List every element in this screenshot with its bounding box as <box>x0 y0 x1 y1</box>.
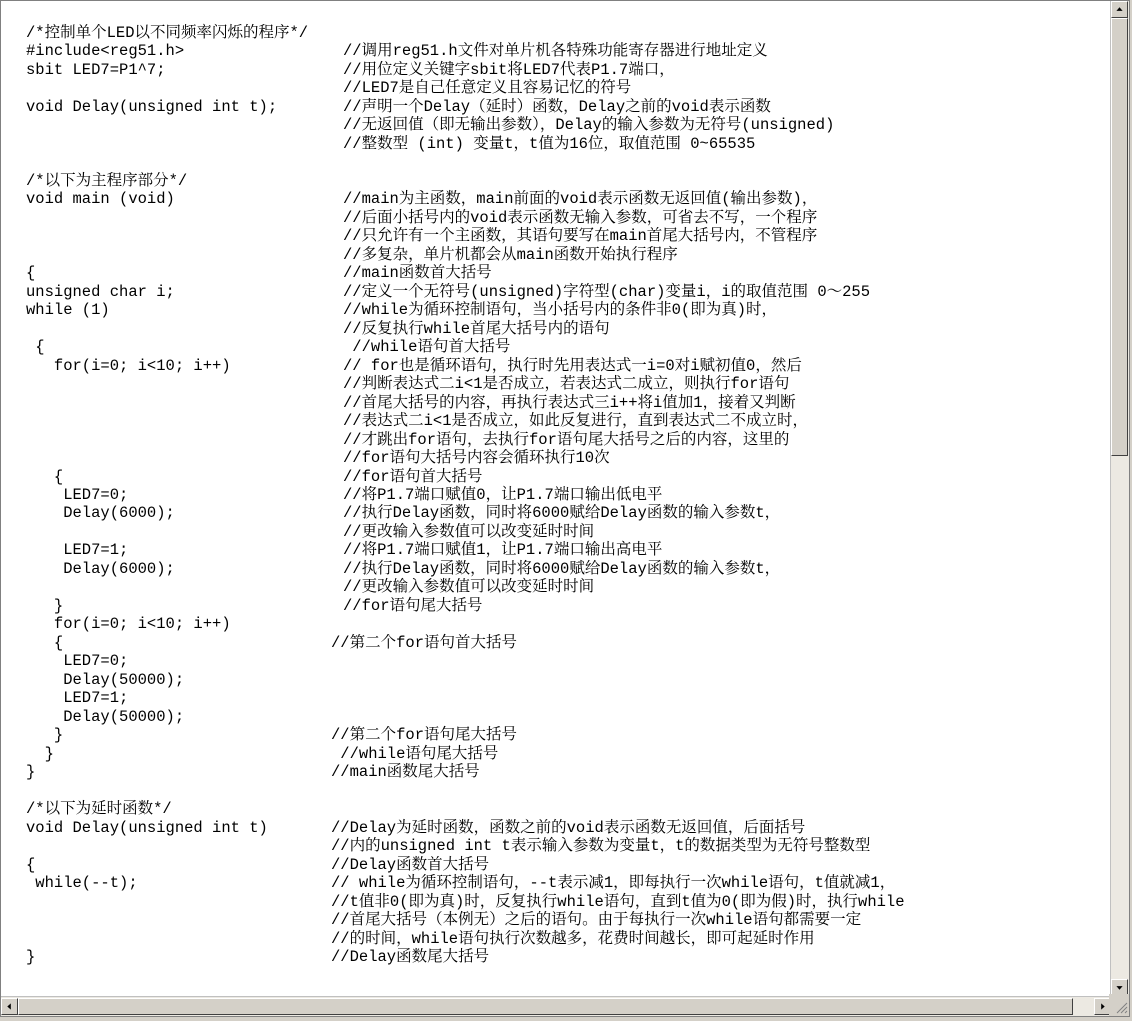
code-text: while(--t); <box>26 874 138 893</box>
code-text: #include<reg51.h> <box>26 42 185 61</box>
code-text: for(i=0; i<10; i++) <box>26 615 231 634</box>
comment-text: //将P1.7端口赋值1，让P1.7端口输出高电平 <box>343 541 663 560</box>
code-text: Delay(6000); <box>26 504 175 523</box>
code-line <box>1 577 1111 597</box>
code-line <box>1 300 1111 320</box>
code-text: } <box>26 596 64 615</box>
code-line <box>1 540 1111 560</box>
code-text: Delay(50000); <box>26 707 185 726</box>
comment-text: //将P1.7端口赋值0，让P1.7端口输出低电平 <box>343 486 663 504</box>
code-line <box>1 651 1111 671</box>
code-text: } <box>26 948 36 966</box>
comment-text: //首尾大括号（本例无）之后的语句。由于每执行一次while语句都需要一定 <box>331 911 862 930</box>
code-line <box>1 799 1111 819</box>
comment-text: //Delay函数首大括号 <box>331 855 490 874</box>
code-line <box>1 836 1111 856</box>
code-line <box>1 633 1111 653</box>
comment-text: //执行Delay函数，同时将6000赋给Delay函数的输入参数t， <box>343 559 781 578</box>
horizontal-scroll-thumb[interactable] <box>18 998 1073 1015</box>
code-text: } <box>26 763 36 782</box>
comment-text: //更改输入参数值可以改变延时时间 <box>343 522 595 541</box>
comment-text: //第二个for语句首大括号 <box>331 633 518 652</box>
code-text: sbit LED7=P1^7; <box>26 60 166 79</box>
comment-text: //只允许有一个主函数，其语句要写在main首尾大括号内，不管程序 <box>343 227 818 246</box>
code-line <box>1 670 1111 690</box>
comment-text: //多复杂，单片机都会从main函数开始执行程序 <box>343 245 678 264</box>
code-text: for(i=0; i<10; i++) <box>26 356 231 375</box>
code-text: /*控制单个LED以不同频率闪烁的程序*/ <box>26 24 309 42</box>
comment-text: //调用reg51.h文件对单片机各特殊功能寄存器进行地址定义 <box>343 42 768 61</box>
comment-text: //的时间，while语句执行次数越多，花费时间越长，即可起延时作用 <box>331 929 815 948</box>
code-text: } <box>26 726 64 745</box>
code-text: void Delay(unsigned int t); <box>26 97 278 116</box>
code-line <box>1 337 1111 357</box>
comment-text: //整数型 (int) 变量t，t值为16位，取值范围 0~65535 <box>343 134 756 153</box>
comment-text: //Delay为延时函数，函数之前的void表示函数无返回值，后面括号 <box>331 818 806 837</box>
comment-text: //更改输入参数值可以改变延时时间 <box>343 578 595 597</box>
code-line <box>1 60 1111 80</box>
code-line <box>1 189 1111 209</box>
vertical-scroll-thumb[interactable] <box>1111 18 1128 456</box>
comment-text: //内的unsigned int t表示输入参数为变量t，t的数据类型为无符号整数型 <box>331 837 871 856</box>
horizontal-scrollbar[interactable] <box>1 996 1111 1016</box>
arrow-right-icon <box>1095 999 1110 1014</box>
code-text: while (1) <box>26 301 110 320</box>
code-line <box>1 614 1111 634</box>
code-line <box>1 744 1111 764</box>
resize-grip[interactable] <box>1109 994 1129 1016</box>
comment-text: //反复执行while首尾大括号内的语句 <box>343 319 610 338</box>
comment-text: //表达式二i<1是否成立，如此反复进行，直到表达式二不成立时， <box>343 412 809 431</box>
code-line <box>1 78 1111 98</box>
code-text: Delay(50000); <box>26 670 185 689</box>
code-line <box>1 559 1111 579</box>
comment-text: //无返回值（即无输出参数），Delay的输入参数为无符号(unsigned) <box>343 116 835 135</box>
code-line <box>1 393 1111 413</box>
arrow-up-icon <box>1112 2 1127 17</box>
code-line <box>1 596 1111 616</box>
code-text: void main (void) <box>26 190 175 209</box>
code-text: LED7=0; <box>26 652 129 671</box>
comment-text: //while语句尾大括号 <box>331 744 499 763</box>
code-text: /*以下为主程序部分*/ <box>26 171 188 190</box>
code-line <box>1 485 1111 505</box>
comment-text: //for语句尾大括号 <box>343 596 483 615</box>
comment-text: //main函数首大括号 <box>343 264 492 283</box>
code-line <box>1 115 1111 135</box>
comment-text: //Delay函数尾大括号 <box>331 948 490 966</box>
code-line <box>1 707 1111 727</box>
code-line <box>1 226 1111 246</box>
scroll-up-button[interactable] <box>1111 1 1128 18</box>
comment-text: //用位定义关键字sbit将LED7代表P1.7端口， <box>343 60 675 79</box>
code-line <box>1 892 1111 912</box>
comment-text: //while为循环控制语句，当小括号内的条件非0(即为真)时， <box>343 301 778 320</box>
comment-text: // while为循环控制语句，--t表示减1，即每执行一次while语句，t值就减1， <box>331 874 896 893</box>
code-line <box>1 873 1111 893</box>
code-line <box>1 762 1111 782</box>
code-text: Delay(6000); <box>26 559 175 578</box>
code-text: LED7=0; <box>26 486 129 504</box>
comment-text: // for也是循环语句，执行时先用表达式一i=0对i赋初值0，然后 <box>343 356 802 375</box>
code-line <box>1 411 1111 431</box>
comment-text: //LED7是自己任意定义且容易记忆的符号 <box>343 79 632 98</box>
code-line <box>1 263 1111 283</box>
code-text: { <box>26 467 64 486</box>
comment-text: //for语句大括号内容会循环执行10次 <box>343 449 610 468</box>
code-text: void Delay(unsigned int t) <box>26 818 268 837</box>
comment-text: //首尾大括号的内容，再执行表达式三i++将i值加1，接着又判断 <box>343 393 796 412</box>
arrow-down-icon <box>1112 980 1127 995</box>
code-line <box>1 319 1111 339</box>
comment-text: //main函数尾大括号 <box>331 763 480 782</box>
code-text: } <box>26 744 54 763</box>
vertical-scrollbar[interactable] <box>1110 1 1129 996</box>
code-text: { <box>26 264 36 283</box>
comment-text: //才跳出for语句，去执行for语句尾大括号之后的内容，这里的 <box>343 430 790 449</box>
code-line <box>1 41 1111 61</box>
comment-text: //执行Delay函数，同时将6000赋给Delay函数的输入参数t， <box>343 504 781 523</box>
code-text: LED7=1; <box>26 689 129 708</box>
code-text: unsigned char i; <box>26 282 175 301</box>
code-line <box>1 818 1111 838</box>
comment-text: //声明一个Delay（延时）函数，Delay之前的void表示函数 <box>343 97 771 116</box>
comment-text: //第二个for语句尾大括号 <box>331 726 518 745</box>
comment-text: //定义一个无符号(unsigned)字符型(char)变量i，i的取值范围 0～255 <box>343 282 871 301</box>
code-line <box>1 245 1111 265</box>
code-line <box>1 929 1111 949</box>
scroll-left-button[interactable] <box>1 998 18 1015</box>
code-line <box>1 23 1111 43</box>
code-line <box>1 374 1111 394</box>
comment-text: //t值非0(即为真)时，反复执行while语句，直到t值为0(即为假)时，执行while <box>331 892 905 911</box>
comment-text: //main为主函数，main前面的void表示函数无返回值(输出参数)， <box>343 190 818 209</box>
comment-text: //判断表达式二i<1是否成立，若表达式二成立，则执行for语句 <box>343 375 790 394</box>
code-text-area[interactable] <box>1 1 1111 995</box>
code-line <box>1 947 1111 967</box>
comment-text: //后面小括号内的void表示函数无输入参数，可省去不写，一个程序 <box>343 208 818 227</box>
code-line <box>1 503 1111 523</box>
comment-text: //while语句首大括号 <box>343 338 511 357</box>
code-line <box>1 134 1111 154</box>
code-line <box>1 430 1111 450</box>
code-line <box>1 448 1111 468</box>
code-line <box>1 356 1111 376</box>
code-line <box>1 152 1111 172</box>
code-line <box>1 725 1111 745</box>
code-line <box>1 171 1111 191</box>
code-line <box>1 910 1111 930</box>
code-line <box>1 855 1111 875</box>
code-text: { <box>26 633 64 652</box>
code-text: { <box>26 855 36 874</box>
code-line <box>1 522 1111 542</box>
code-text: /*以下为延时函数*/ <box>26 800 172 819</box>
code-text: LED7=1; <box>26 541 129 560</box>
code-line <box>1 781 1111 801</box>
arrow-left-icon <box>2 999 17 1014</box>
code-line <box>1 97 1111 117</box>
code-line <box>1 208 1111 228</box>
comment-text: //for语句首大括号 <box>343 467 483 486</box>
code-text: { <box>26 338 45 357</box>
resize-grip-icon <box>1109 994 1129 1016</box>
code-line <box>1 282 1111 302</box>
code-line <box>1 467 1111 487</box>
code-line <box>1 688 1111 708</box>
